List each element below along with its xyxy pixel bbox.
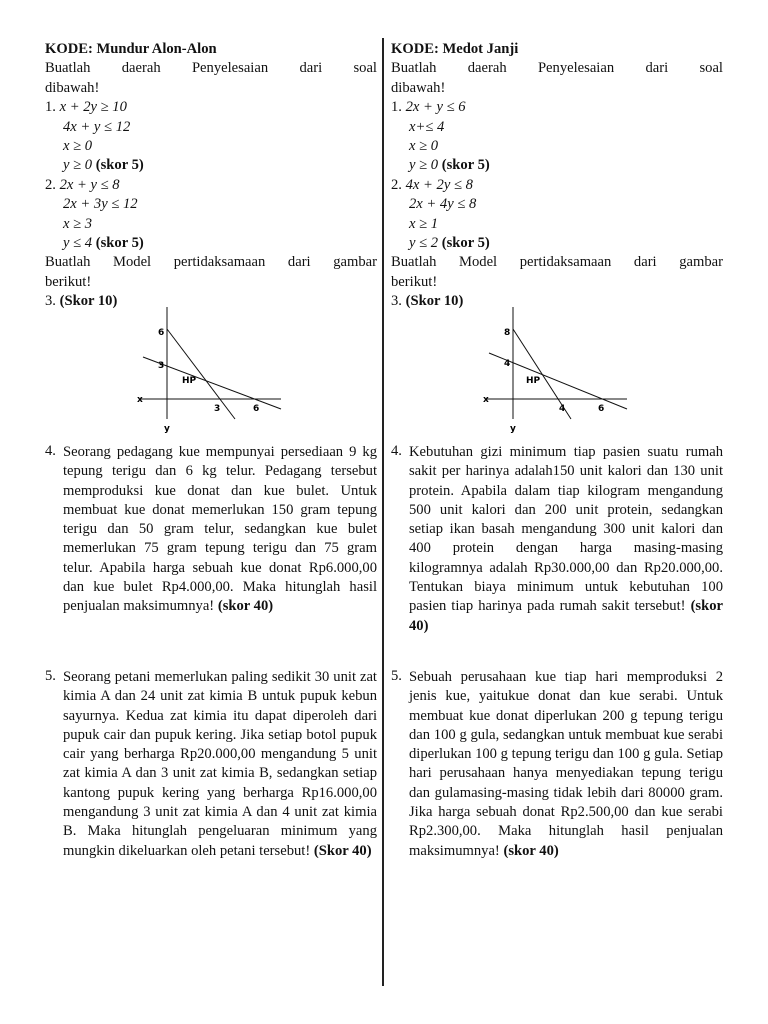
right-q3-score: (Skor 10) [405,293,464,310]
left-q1-ineq1: x + 2y ≥ 10 [59,99,127,116]
right-q2-ineq2: 2x + 4y ≤ 8 [409,196,477,213]
right-q1-line1 [391,98,723,117]
right-graph-label-4y: 4 [504,359,511,370]
left-graph-label-6x: 6 [253,404,260,415]
left-q1-ineq3: x ≥ 0 [63,137,93,154]
left-intro-line1: Buatlah daerah Penyelesaian dari soal [45,60,377,77]
right-graph-label-y: y [510,424,516,435]
right-graph-label-8y: 8 [504,328,511,339]
right-q3-number: 3. [391,293,402,310]
right-q5-number: 5. [391,668,402,684]
left-q5-score: (Skor 40) [313,842,372,859]
right-q1-number: 1. [391,99,402,116]
right-q2-ineq1: 4x + 2y ≤ 8 [405,176,473,193]
left-q5-number: 5. [45,668,56,684]
right-intro-line2: dibawah! [391,79,446,96]
left-q4-body [63,443,377,617]
right-q4-score: (skor 40) [409,598,723,634]
right-graph-svg [481,307,641,437]
left-code-title: KODE: Mundur Alon-Alon [45,41,217,57]
left-graph-label-6y: 6 [158,328,165,339]
right-intro-line1: Buatlah daerah Penyelesaian dari soal [391,60,723,77]
right-q1-ineq1: 2x + y ≤ 6 [405,99,466,116]
right-column [391,40,723,859]
right-graph [391,311,723,451]
right-q5-score: (skor 40) [503,842,559,859]
left-graph-label-x: x [137,395,143,406]
left-q5-body [63,668,377,861]
right-q2-ineq4: y ≤ 2 [409,234,439,251]
left-q2-ineq2: 2x + 3y ≤ 12 [63,196,138,213]
left-q2-ineq1: 2x + y ≤ 8 [59,176,120,193]
right-q2-number: 2. [391,176,402,193]
right-q4-number: 4. [391,443,402,459]
right-graph-label-x: x [483,395,489,406]
right-q1-ineq4: y ≥ 0 [409,157,439,174]
right-q5-body [409,668,723,861]
left-q2-number: 2. [45,176,56,193]
right-q5 [391,668,723,861]
left-q4-number: 4. [45,443,56,459]
left-q3-score: (Skor 10) [59,293,118,310]
right-q5-text: Sebuah perusahaan kue tiap hari memproduksi 2 jenis kue, yaitukue donat dan kue serabi. Untuk membuat kue donat diperlukan 200 g tepung terigu dan 100 g gula, sedangkan untuk membuat kue serabi diperlukan 100 g tepung terigu dan 100 g gula. Setiap hari perusahaan hanya menyediakan tepung terigu dan gulamasing-masing tidak lebih dari 80000 gram. Jika harga sebuah donat Rp2.500,00 dan kue serabi Rp2.300,00. Maka hitunglah hasil penjualan maksimumnya! [409,669,723,859]
left-model-line2: berikut! [45,273,92,290]
left-graph-label-y: y [164,424,170,435]
left-column [45,40,377,859]
left-q2-score: (skor 5) [95,234,144,251]
left-q3-number: 3. [45,293,56,310]
right-graph-label-6x: 6 [598,404,605,415]
right-code-title: KODE: Medot Janji [391,41,519,57]
left-graph-label-3x: 3 [214,404,221,415]
left-graph-line-a [167,329,235,419]
right-q1-score: (skor 5) [441,157,490,174]
left-q1-ineq4: y ≥ 0 [63,157,93,174]
left-graph [45,311,377,451]
left-q1-number: 1. [45,99,56,116]
left-q4-score: (skor 40) [217,598,274,615]
left-q2-ineq4: y ≤ 4 [63,234,93,251]
left-graph-svg [135,307,295,437]
left-q2-line1 [45,176,377,195]
right-q2-line1 [391,176,723,195]
right-q2-ineq3: x ≥ 1 [409,215,439,232]
left-graph-label-3y: 3 [158,361,165,372]
left-intro-line2: dibawah! [45,79,100,96]
left-q5 [45,668,377,861]
right-graph-label-4x: 4 [559,404,566,415]
right-q1-line4 [391,156,723,175]
right-q2-line4 [391,234,723,253]
left-q1-line1 [45,98,377,117]
left-q2-ineq3: x ≥ 3 [63,215,93,232]
right-q2-score: (skor 5) [441,234,490,251]
left-model-line1: Buatlah Model pertidaksamaan dari gambar [45,254,377,271]
right-graph-label-hp: HP [526,376,541,387]
left-graph-label-hp: HP [182,376,197,387]
left-q1-ineq2: 4x + y ≤ 12 [63,118,131,135]
right-q4-text: Kebutuhan gizi minimum tiap pasien suatu rumah sakit per harinya adalah150 unit kalori dan 130 unit protein. Apabila dalam tiap kilogram mengandung 500 unit kalori dan 200 unit protein, sedangkan setiap ikan basah mengandung 300 unit kalori dan 400 protein dengan harga masing-masing kilogramnya adalah Rp30.000,00 dan Rp20.000,00. Tentukan biaya minimum untuk kebutuhan 100 pasien tiap harinya pada rumah sakit tersebut! [409,444,723,615]
right-q1-ineq2: x+≤ 4 [409,118,445,135]
right-q4 [391,443,723,636]
right-q1-ineq3: x ≥ 0 [409,137,439,154]
right-q4-body [409,443,723,636]
column-divider [382,38,384,986]
right-model-line2: berikut! [391,273,438,290]
left-q4 [45,443,377,617]
left-q1-score: (skor 5) [95,157,144,174]
left-q4-text: Seorang pedagang kue mempunyai persediaan 9 kg tepung terigu dan 6 kg telur. Pedagang tersebut memproduksi kue donat dan kue bulet. Untuk membuat kue donat memerlukan 150 gram tepung terigu dan 50 gram telur, sedangkan kue bulet memerlukan 75 gram tepung terigu dan 75 gram telur. Apabila harga sebuah kue donat Rp6.000,00 dan kue bulet Rp4.000,00. Maka hitunglah hasil penjualan maksimumnya! [63,444,377,615]
right-model-line1: Buatlah Model pertidaksamaan dari gambar [391,254,723,271]
left-q2-line4 [45,234,377,253]
left-q1-line4 [45,156,377,175]
left-q5-text: Seorang petani memerlukan paling sedikit 30 unit zat kimia A dan 24 unit zat kimia B untuk pupuk kebun sayurnya. Kedua zat kimia itu dapat diperoleh dari pupuk cair dan pupuk kering. Jika setiap botol pupuk cair yang berharga Rp20.000,00 mengandung 5 unit zat kimia A dan 3 unit zat kimia B, sedangkan setiap kantong pupuk kering yang berharga Rp16.000,00 mengandung 3 unit zat kimia A dan 4 unit zat kimia B. Maka hitunglah pengeluaran minimum yang mungkin dikeluarkan oleh petani tersebut! [63,669,377,859]
